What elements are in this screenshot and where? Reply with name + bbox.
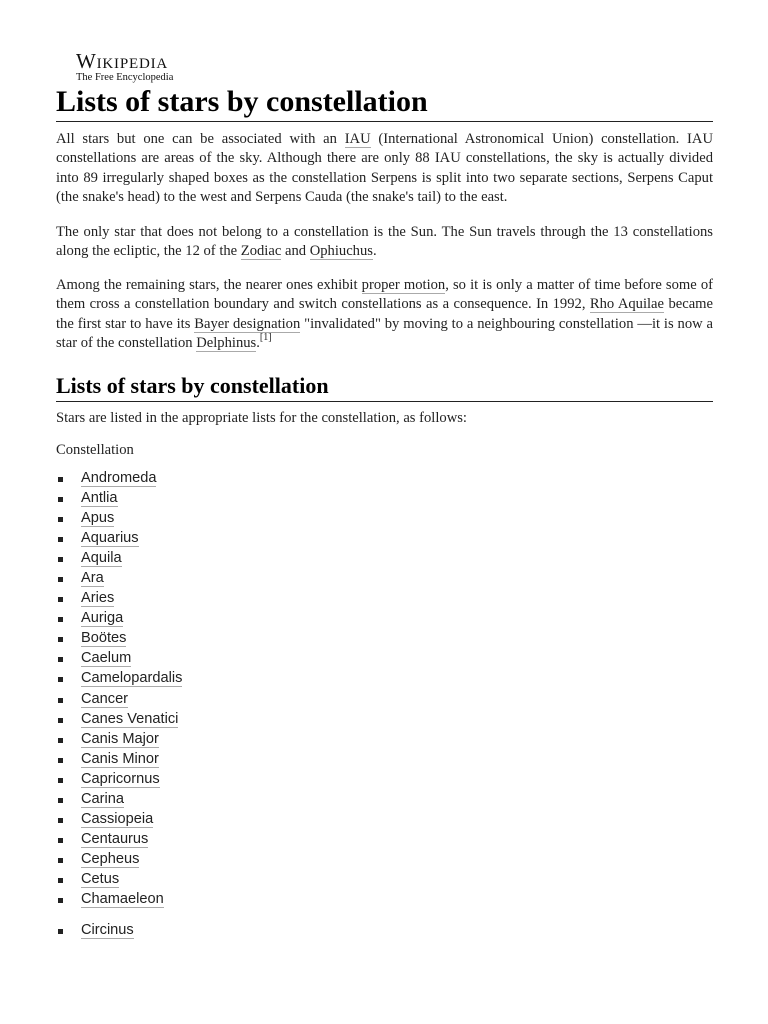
link-zodiac[interactable]: Zodiac — [240, 243, 282, 260]
bullet-icon — [58, 858, 63, 863]
bullet-icon — [58, 517, 63, 522]
bullet-icon — [58, 557, 63, 562]
constellation-link[interactable]: Boötes — [81, 630, 127, 647]
list-item — [56, 648, 182, 668]
link-delphinus[interactable]: Delphinus — [196, 335, 257, 352]
list-item — [56, 749, 182, 769]
list-item — [56, 769, 182, 789]
list-item — [56, 829, 182, 849]
list-item — [56, 548, 182, 568]
bullet-icon — [58, 617, 63, 622]
constellation-link[interactable]: Canis Minor — [81, 750, 159, 767]
link-ophiuchus[interactable]: Ophiuchus — [309, 243, 373, 260]
constellation-link[interactable]: Cassiopeia — [81, 810, 154, 827]
bullet-icon — [58, 677, 63, 682]
reference-1[interactable]: [1] — [259, 332, 272, 344]
link-bayer-designation[interactable]: Bayer designation — [194, 315, 301, 332]
list-item — [56, 528, 182, 548]
bullet-icon — [58, 818, 63, 823]
list-item — [56, 789, 182, 809]
intro-paragraph-1: All stars but one can be associated with an IAU (International Astronomical Union) constellation. IAU constellations are areas of the sky. Although there are only 88 IAU constellations, the sky is actually divided into 89 irregularly shaped boxes as the constellation Serpens is split into two separate sections, Serpens Caput (the snake's head) to the west and Serpens Cauda (the snake's tail) to the east. — [56, 131, 714, 206]
constellation-link[interactable]: Camelopardalis — [81, 670, 183, 687]
constellation-link[interactable]: Cetus — [81, 870, 120, 887]
bullet-icon — [58, 698, 63, 703]
bullet-icon — [58, 537, 63, 542]
constellation-link[interactable]: Carina — [81, 790, 124, 807]
bullet-icon — [58, 577, 63, 582]
list-item — [56, 869, 182, 889]
link-proper-motion[interactable]: proper motion — [361, 277, 446, 293]
bullet-icon — [58, 878, 63, 883]
link-rho-aquilae[interactable]: Rho Aquilae — [589, 296, 665, 313]
constellation-link[interactable]: Apus — [81, 510, 115, 527]
list-item — [56, 709, 182, 729]
constellation-link[interactable]: Capricornus — [81, 770, 160, 787]
constellation-link[interactable]: Canis Major — [81, 730, 159, 747]
constellation-link[interactable]: Cepheus — [81, 850, 140, 867]
constellation-link[interactable]: Andromeda — [81, 470, 157, 486]
list-item — [56, 920, 182, 940]
list-label: Constellation — [56, 442, 134, 458]
bullet-icon — [58, 898, 63, 903]
list-item — [56, 849, 182, 869]
page-title: Lists of stars by constellation — [56, 84, 713, 122]
list-item — [56, 508, 182, 528]
constellation-link[interactable]: Aquila — [81, 550, 122, 567]
bullet-icon — [58, 477, 63, 482]
bullet-icon — [58, 738, 63, 743]
wikipedia-logo[interactable] — [76, 50, 206, 84]
list-item — [56, 689, 182, 709]
logo-tagline: The Free Encyclopedia — [76, 72, 174, 83]
list-item — [56, 568, 182, 588]
bullet-icon — [58, 929, 63, 934]
list-item — [56, 889, 182, 909]
intro-paragraph-2: The only star that does not belong to a constellation is the Sun. The Sun travels through the 13 constellations along the ecliptic, the 12 of the Zodiac and Ophiuchus. — [56, 224, 713, 260]
section-text: Stars are listed in the appropriate lists for the constellation, as follows: — [56, 410, 467, 426]
list-item — [56, 488, 182, 508]
constellation-link[interactable]: Antlia — [81, 490, 118, 507]
logo-wordmark: Wikipedia — [76, 49, 169, 73]
constellation-link[interactable]: Ara — [81, 570, 104, 587]
bullet-icon — [58, 758, 63, 763]
list-item — [56, 468, 182, 488]
bullet-icon — [58, 657, 63, 662]
section-heading: Lists of stars by constellation — [56, 372, 713, 402]
constellation-link[interactable]: Chamaeleon — [81, 890, 164, 907]
constellation-link[interactable]: Aquarius — [81, 530, 139, 547]
list-item — [56, 809, 182, 829]
bullet-icon — [58, 778, 63, 783]
bullet-icon — [58, 798, 63, 803]
constellation-list — [56, 468, 182, 940]
constellation-link[interactable]: Cancer — [81, 690, 129, 707]
constellation-link[interactable]: Canes Venatici — [81, 710, 179, 727]
list-item — [56, 729, 182, 749]
list-item — [56, 608, 182, 628]
bullet-icon — [58, 718, 63, 723]
constellation-link[interactable]: Caelum — [81, 650, 132, 667]
link-iau[interactable]: IAU — [344, 131, 371, 147]
bullet-icon — [58, 838, 63, 843]
list-item — [56, 588, 182, 608]
constellation-link[interactable]: Auriga — [81, 610, 124, 627]
intro-paragraph-3: Among the remaining stars, the nearer ones exhibit proper motion, so it is only a matter of time before some of them cross a constellation boundary and switch constellations as a consequence. In 1992, Rho Aquilae became the first star to have its Bayer designation "invalidated" by moving to a neighbouring constellation —it is now a star of the constellation Delphinus.[1] — [56, 277, 713, 352]
list-item — [56, 668, 182, 688]
constellation-link[interactable]: Circinus — [81, 922, 134, 939]
constellation-link[interactable]: Centaurus — [81, 830, 149, 847]
bullet-icon — [58, 637, 63, 642]
constellation-link[interactable]: Aries — [81, 590, 115, 607]
list-item — [56, 628, 182, 648]
bullet-icon — [58, 597, 63, 602]
bullet-icon — [58, 497, 63, 502]
